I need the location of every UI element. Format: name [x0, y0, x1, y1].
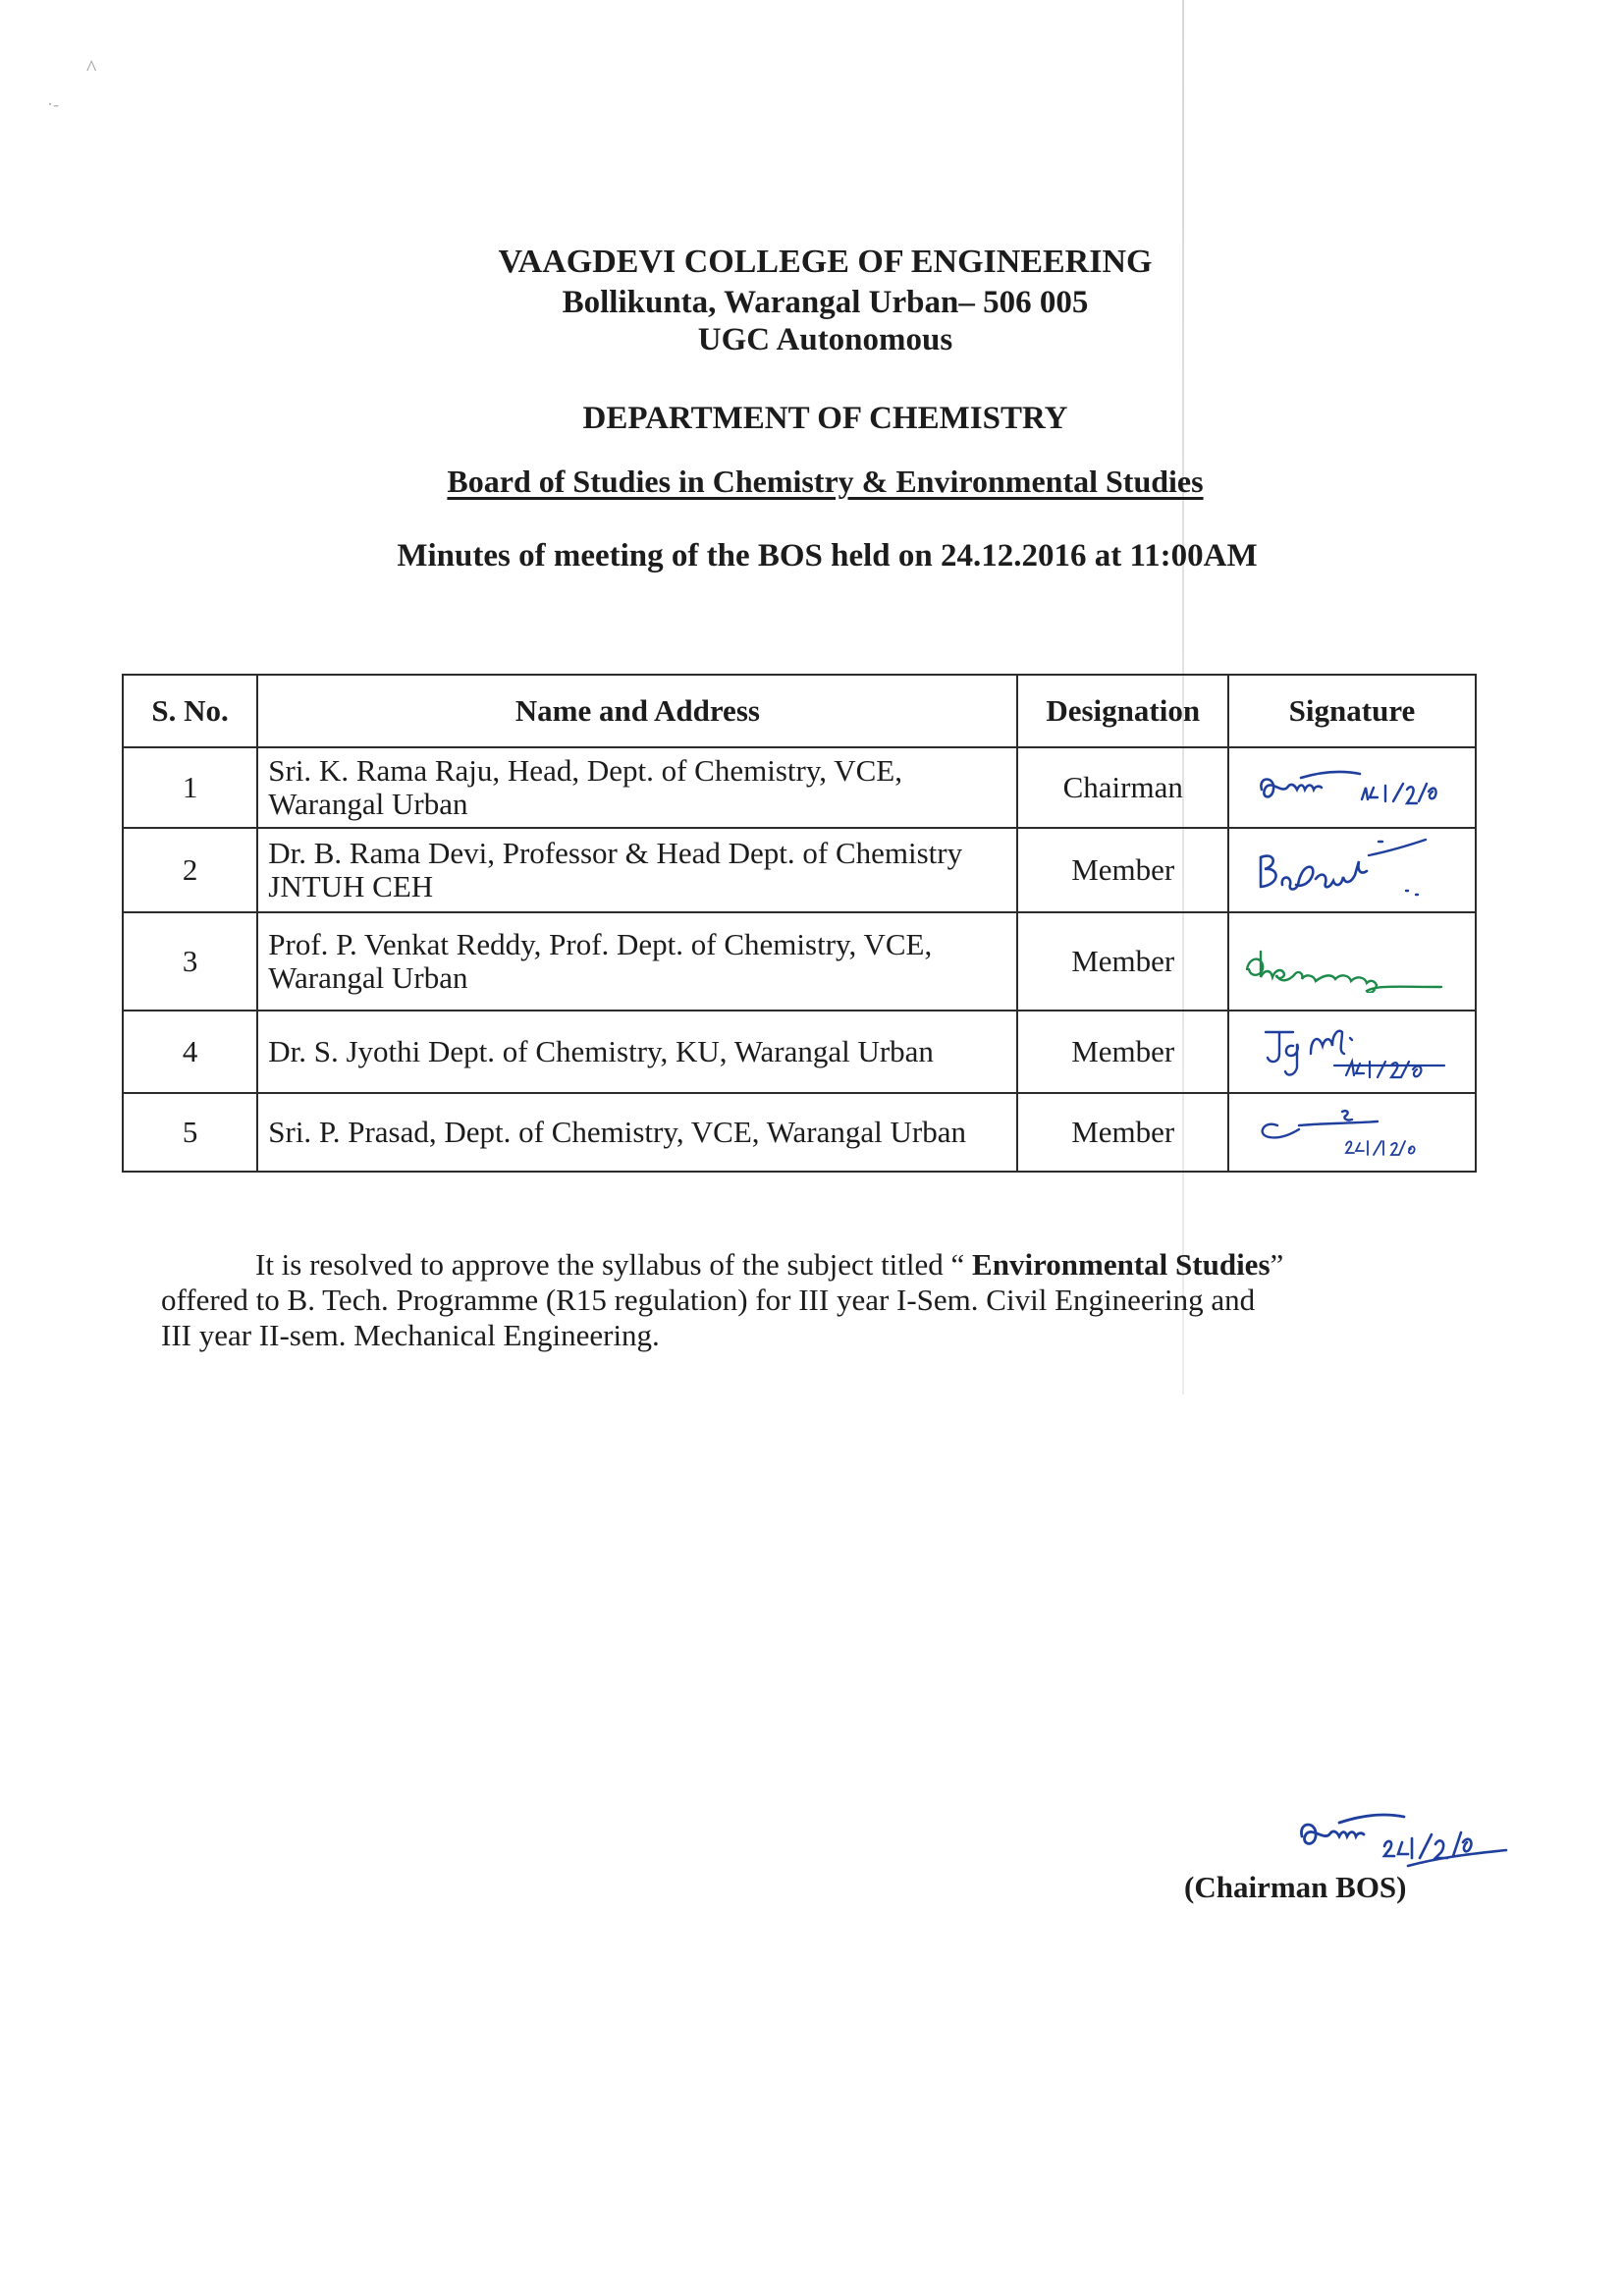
row-signature — [1228, 828, 1476, 912]
row-designation: Member — [1017, 1093, 1228, 1172]
college-name: VAAGDEVI COLLEGE OF ENGINEERING — [498, 244, 1153, 280]
row-designation: Chairman — [1017, 747, 1228, 828]
resolution-line — [161, 1247, 1361, 1283]
resolution-line: III year II-sem. Mechanical Engineering. — [161, 1318, 660, 1352]
handwritten-signature — [1239, 834, 1465, 906]
table-header-row — [123, 675, 1476, 747]
table-row — [123, 912, 1476, 1011]
name-line: Dr. S. Jyothi Dept. of Chemistry, KU, Warangal Urban — [268, 1034, 934, 1068]
name-line: Warangal Urban — [268, 787, 468, 821]
row-signature — [1228, 1011, 1476, 1093]
name-line: JNTUH CEH — [268, 869, 434, 903]
resolution-paragraph — [161, 1247, 1361, 1353]
row-sno: 1 — [123, 747, 257, 828]
handwritten-signature — [1244, 1102, 1460, 1163]
row-name-address — [257, 747, 1017, 828]
row-sno: 4 — [123, 1011, 257, 1093]
handwritten-signature — [1244, 756, 1460, 819]
row-sno: 2 — [123, 828, 257, 912]
subject-title: Environmental Studies — [972, 1247, 1271, 1282]
college-address: Bollikunta, Warangal Urban– 506 005 — [562, 285, 1089, 320]
name-line: Dr. B. Rama Devi, Professor & Head Dept. of Chemistry — [268, 836, 963, 870]
handwritten-signature — [1239, 930, 1465, 993]
department-title: DEPARTMENT OF CHEMISTRY — [582, 401, 1068, 436]
column-header-signature: Signature — [1228, 675, 1476, 747]
name-line: Sri. K. Rama Raju, Head, Dept. of Chemistry, VCE, — [268, 753, 902, 788]
scan-artifact: ^ — [86, 55, 97, 80]
handwritten-signature — [1244, 1016, 1460, 1087]
row-designation: Member — [1017, 1011, 1228, 1093]
table-row — [123, 1093, 1476, 1172]
column-header-sno: S. No. — [123, 675, 257, 747]
row-signature — [1228, 912, 1476, 1011]
column-header-name: Name and Address — [257, 675, 1017, 747]
row-designation: Member — [1017, 912, 1228, 1011]
scan-artifact: ·- — [47, 94, 59, 114]
row-name-address — [257, 1011, 1017, 1093]
name-line: Sri. P. Prasad, Dept. of Chemistry, VCE, Warangal Urban — [268, 1115, 966, 1149]
college-status: UGC Autonomous — [697, 322, 953, 357]
resolution-text: ” — [1270, 1247, 1284, 1282]
board-title — [14, 464, 1623, 500]
row-signature — [1228, 1093, 1476, 1172]
name-line: Warangal Urban — [268, 960, 468, 995]
row-name-address — [257, 828, 1017, 912]
chairman-label: (Chairman BOS) — [1184, 1870, 1407, 1904]
minutes-title: Minutes of meeting of the BOS held on 24.12.2016 at 11:00AM — [397, 538, 1258, 574]
board-title-text: Board of Studies in Chemistry & Environmental Studies — [447, 464, 1204, 499]
table-row — [123, 747, 1476, 828]
row-name-address — [257, 1093, 1017, 1172]
column-header-designation: Designation — [1017, 675, 1228, 747]
chairman-signature — [1290, 1793, 1526, 1872]
row-sno: 5 — [123, 1093, 257, 1172]
members-table — [122, 674, 1477, 1173]
table-row — [123, 1011, 1476, 1093]
row-signature — [1228, 747, 1476, 828]
name-line: Prof. P. Venkat Reddy, Prof. Dept. of Chemistry, VCE, — [268, 927, 933, 961]
table-row — [123, 828, 1476, 912]
resolution-line: offered to B. Tech. Programme (R15 regulation) for III year I-Sem. Civil Engineering and — [161, 1283, 1256, 1317]
resolution-text: It is resolved to approve the syllabus of the subject titled “ — [255, 1247, 973, 1282]
row-designation: Member — [1017, 828, 1228, 912]
row-sno: 3 — [123, 912, 257, 1011]
row-name-address — [257, 912, 1017, 1011]
